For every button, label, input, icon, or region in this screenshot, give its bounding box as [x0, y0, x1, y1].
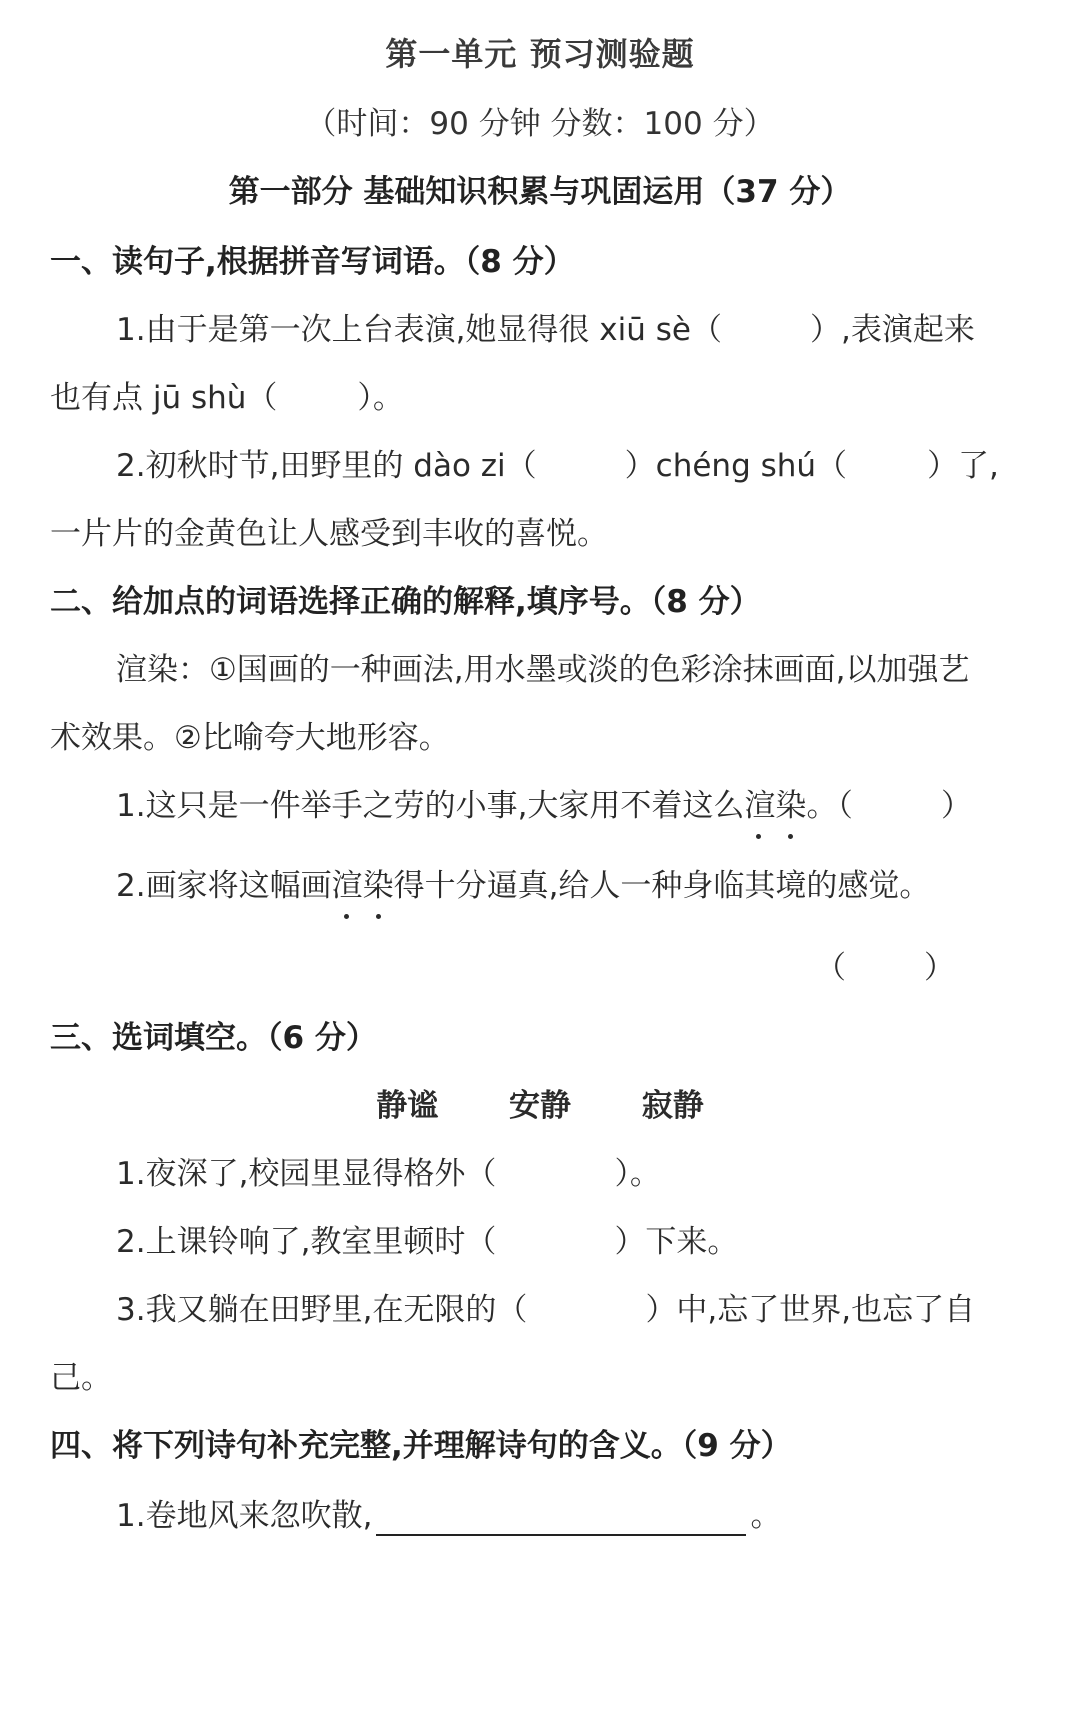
question-text: 2.上课铃响了,教室里顿时（	[116, 1224, 497, 1260]
section-3-title: 三、选词填空。（6 分）	[50, 1020, 377, 1056]
question-3-3-line-1	[116, 1290, 975, 1330]
question-1-1-line-1	[116, 310, 975, 350]
word-choice: 安静	[509, 1088, 571, 1124]
question-text: ）。	[614, 1156, 661, 1192]
question-text: 3.我又躺在田野里,在无限的（	[116, 1292, 528, 1328]
question-text: 1.夜深了,校园里显得格外（	[116, 1156, 497, 1192]
question-1-1-line-2	[50, 378, 404, 418]
question-text: ）chéng shú（	[624, 448, 848, 484]
question-text: ）中,忘了世界,也忘了自	[645, 1292, 976, 1328]
question-text: 2.初秋时节,田野里的 dào zi（	[116, 448, 537, 484]
word-choices	[0, 1086, 1080, 1126]
question-text: 。	[750, 1498, 782, 1534]
question-1-2-line-2: 一片片的金黄色让人感受到丰收的喜悦。	[50, 516, 608, 552]
page-title: 第一单元 预习测验题	[385, 35, 695, 73]
paren-close: ）	[924, 950, 955, 986]
emphasis-dots	[332, 914, 394, 920]
dotted-word	[744, 786, 806, 826]
answer-underline[interactable]	[376, 1500, 746, 1536]
section-1-title: 一、读句子,根据拼音写词语。（8 分）	[50, 244, 575, 280]
emphasis-dots	[744, 834, 806, 840]
question-text: ）	[940, 788, 972, 824]
question-text: 得十分逼真,给人一种身临其境的感觉。	[393, 868, 931, 904]
section-4-title: 四、将下列诗句补充完整,并理解诗句的含义。（9 分）	[50, 1428, 792, 1464]
question-1-2-line-1	[116, 446, 999, 486]
question-3-2	[116, 1222, 738, 1262]
dotted-word-text: 渲染	[744, 788, 807, 824]
question-text: ）了,	[927, 448, 999, 484]
dotted-word-text: 渲染	[331, 868, 394, 904]
question-2-1	[116, 786, 972, 826]
word-choice: 静谧	[376, 1088, 439, 1124]
question-2-2-answer	[815, 948, 955, 988]
question-4-1	[116, 1496, 781, 1536]
question-2-2	[116, 866, 930, 906]
question-text: 也有点 jū shù（	[50, 380, 278, 416]
question-text: ）。	[357, 380, 404, 416]
section-2-title: 二、给加点的词语选择正确的解释,填序号。（8 分）	[50, 584, 761, 620]
question-3-1	[116, 1154, 661, 1194]
part-title: 第一部分 基础知识积累与巩固运用（37 分）	[228, 174, 852, 210]
word-choice: 寂静	[641, 1088, 704, 1124]
question-3-3-line-2: 己。	[50, 1360, 112, 1396]
page-subtitle: （时间：90 分钟 分数：100 分）	[305, 106, 775, 142]
dotted-word	[332, 866, 394, 906]
paren-open: （	[815, 950, 846, 986]
definition-line-2: 术效果。②比喻夸大地形容。	[50, 720, 450, 756]
question-text: 1.卷地风来忽吹散,	[116, 1498, 373, 1534]
question-text: ）,表演起来	[809, 312, 975, 348]
question-text: 1.这只是一件举手之劳的小事,大家用不着这么	[116, 788, 745, 824]
question-text: 1.由于是第一次上台表演,她显得很 xiū sè（	[116, 312, 722, 348]
definition-line-1: 渲染：①国画的一种画法,用水墨或淡的色彩涂抹画面,以加强艺	[116, 652, 970, 688]
question-text: 。（	[806, 788, 853, 824]
question-text: ）下来。	[614, 1224, 739, 1260]
question-text: 2.画家将这幅画	[116, 868, 332, 904]
